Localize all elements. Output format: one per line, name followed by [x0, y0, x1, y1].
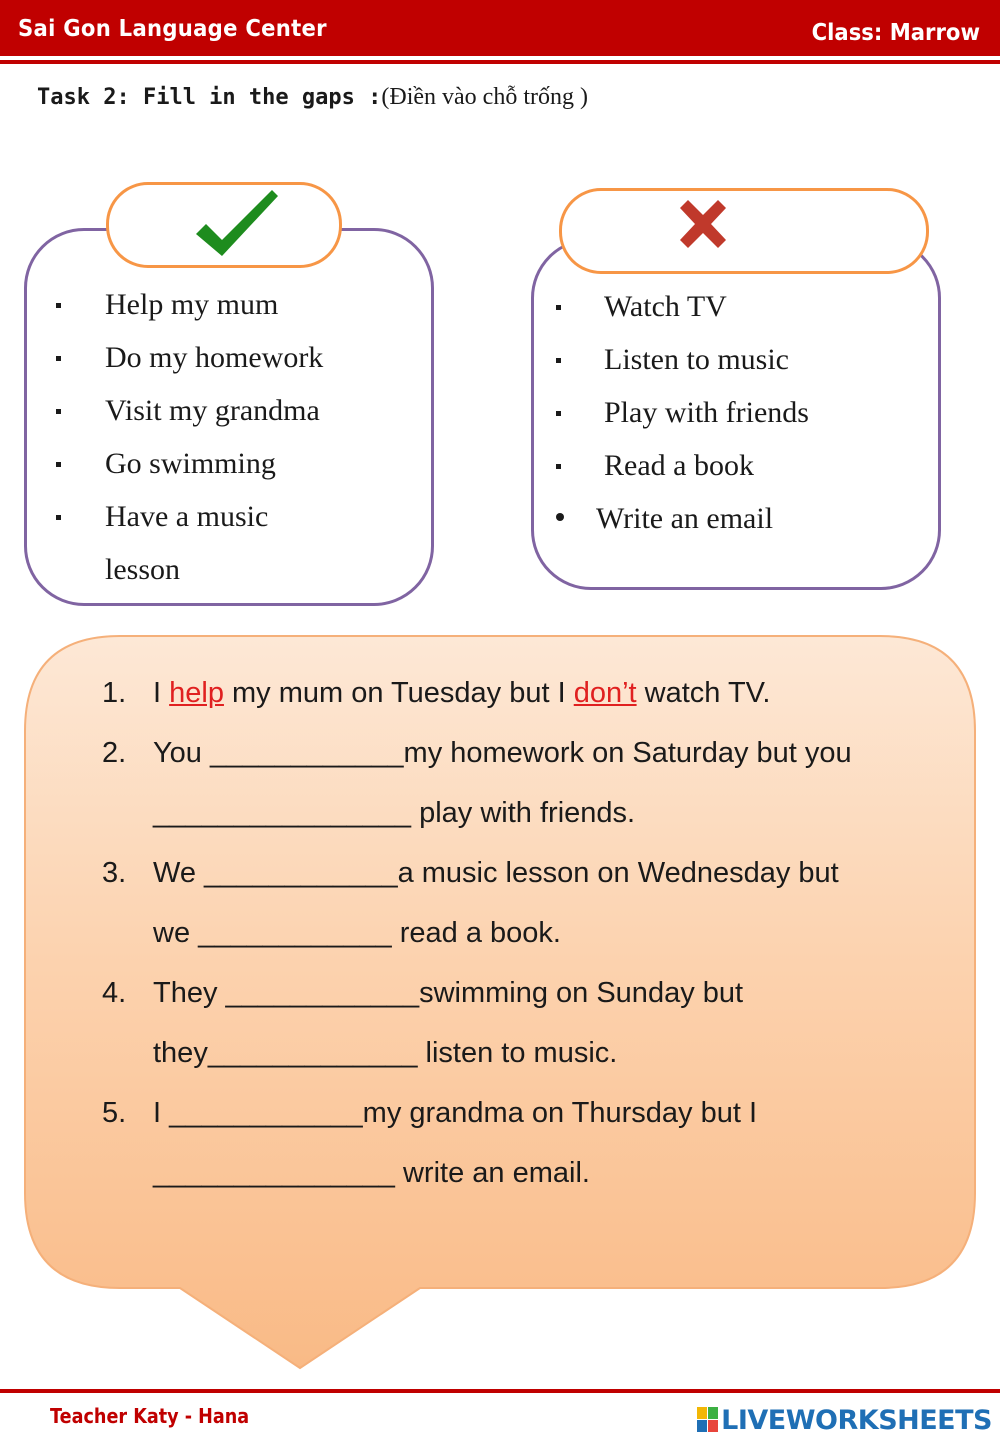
task-label: Task 2: Fill in the gaps : [37, 85, 382, 110]
dont-activities-tab [559, 188, 929, 274]
header-divider [0, 60, 1000, 64]
exercise-item-3-cont [102, 908, 962, 968]
bullet-icon [556, 411, 561, 416]
item-number: 4. [102, 977, 127, 1009]
bullet-icon [556, 513, 564, 521]
answer-blank[interactable]: don’t [573, 677, 637, 709]
list-item [556, 446, 926, 499]
task-translation: (Điền vào chỗ trống ) [381, 84, 588, 110]
list-item-text: Watch TV [604, 290, 727, 323]
teacher-name: Teacher Katy - Hana [50, 1404, 250, 1428]
bullet-icon [56, 356, 61, 361]
list-item-text: Listen to music [604, 343, 789, 376]
list-item [56, 497, 416, 550]
sentence-part: my mum on Tuesday but I [223, 677, 574, 709]
exercise-item-5 [102, 1088, 962, 1148]
list-item-text: Help my mum [105, 288, 279, 321]
exercise-item-2 [102, 728, 962, 788]
list-item-text: Write an email [596, 502, 774, 535]
item-text[interactable]: _______________ write an email. [153, 1157, 590, 1189]
exercise-item-4 [102, 968, 962, 1028]
item-text[interactable]: they_____________ listen to music. [153, 1037, 618, 1069]
exercise-item-4-cont [102, 1028, 962, 1088]
list-item [56, 391, 416, 444]
header-bar [0, 0, 1000, 56]
list-item [56, 338, 416, 391]
item-text [153, 668, 770, 718]
list-item-text: Do my homework [105, 341, 324, 374]
bullet-icon [556, 305, 561, 310]
item-text[interactable]: They ____________swimming on Sunday but [153, 977, 744, 1009]
exercise-item-2-cont [102, 788, 962, 848]
item-number: 2. [102, 737, 127, 769]
dont-activities-list [556, 287, 926, 552]
sentence-part: watch TV. [636, 677, 771, 709]
item-number: 3. [102, 857, 127, 889]
list-item-text: Play with friends [604, 396, 809, 429]
exercise-list [102, 668, 962, 1208]
list-item [556, 393, 926, 446]
item-text[interactable]: I ____________my grandma on Thursday but I [153, 1097, 758, 1129]
sentence-part: I [153, 677, 170, 709]
item-text[interactable]: ________________ play with friends. [153, 797, 636, 829]
class-name: Class: Marrow [811, 20, 980, 46]
list-item-text: Go swimming [105, 447, 276, 480]
item-number: 1. [102, 677, 127, 709]
exercise-item-3 [102, 848, 962, 908]
item-text[interactable]: We ____________a music lesson on Wednesday but [153, 857, 839, 889]
list-item [556, 287, 926, 340]
exercise-item-5-cont [102, 1148, 962, 1208]
do-activities-list [56, 285, 416, 603]
list-item-text: Have a music [105, 500, 269, 533]
list-item [556, 499, 926, 552]
exercise-item-1 [102, 668, 962, 728]
item-number: 5. [102, 1097, 127, 1129]
checkmark-icon [192, 186, 282, 262]
school-name: Sai Gon Language Center [18, 16, 327, 42]
list-item [56, 285, 416, 338]
liveworksheets-icon [697, 1407, 719, 1433]
item-text[interactable]: we ____________ read a book. [153, 917, 561, 949]
brand-name: LIVEWORKSHEETS [721, 1404, 992, 1436]
footer-divider [0, 1389, 1000, 1393]
list-item-text: Visit my grandma [105, 394, 320, 427]
list-item-continuation [56, 550, 416, 603]
cross-icon [678, 198, 728, 250]
list-item-text: Read a book [604, 449, 754, 482]
liveworksheets-logo[interactable] [697, 1404, 992, 1436]
task-instruction [37, 84, 588, 111]
bullet-icon [56, 515, 61, 520]
item-text[interactable]: You ____________my homework on Saturday but you [153, 737, 852, 769]
list-item-text: lesson [105, 553, 180, 586]
bullet-icon [56, 409, 61, 414]
list-item [556, 340, 926, 393]
bullet-icon [56, 462, 61, 467]
answer-blank[interactable]: help [169, 677, 224, 709]
bullet-icon [556, 358, 561, 363]
bullet-icon [556, 464, 561, 469]
bullet-icon [56, 303, 61, 308]
list-item [56, 444, 416, 497]
